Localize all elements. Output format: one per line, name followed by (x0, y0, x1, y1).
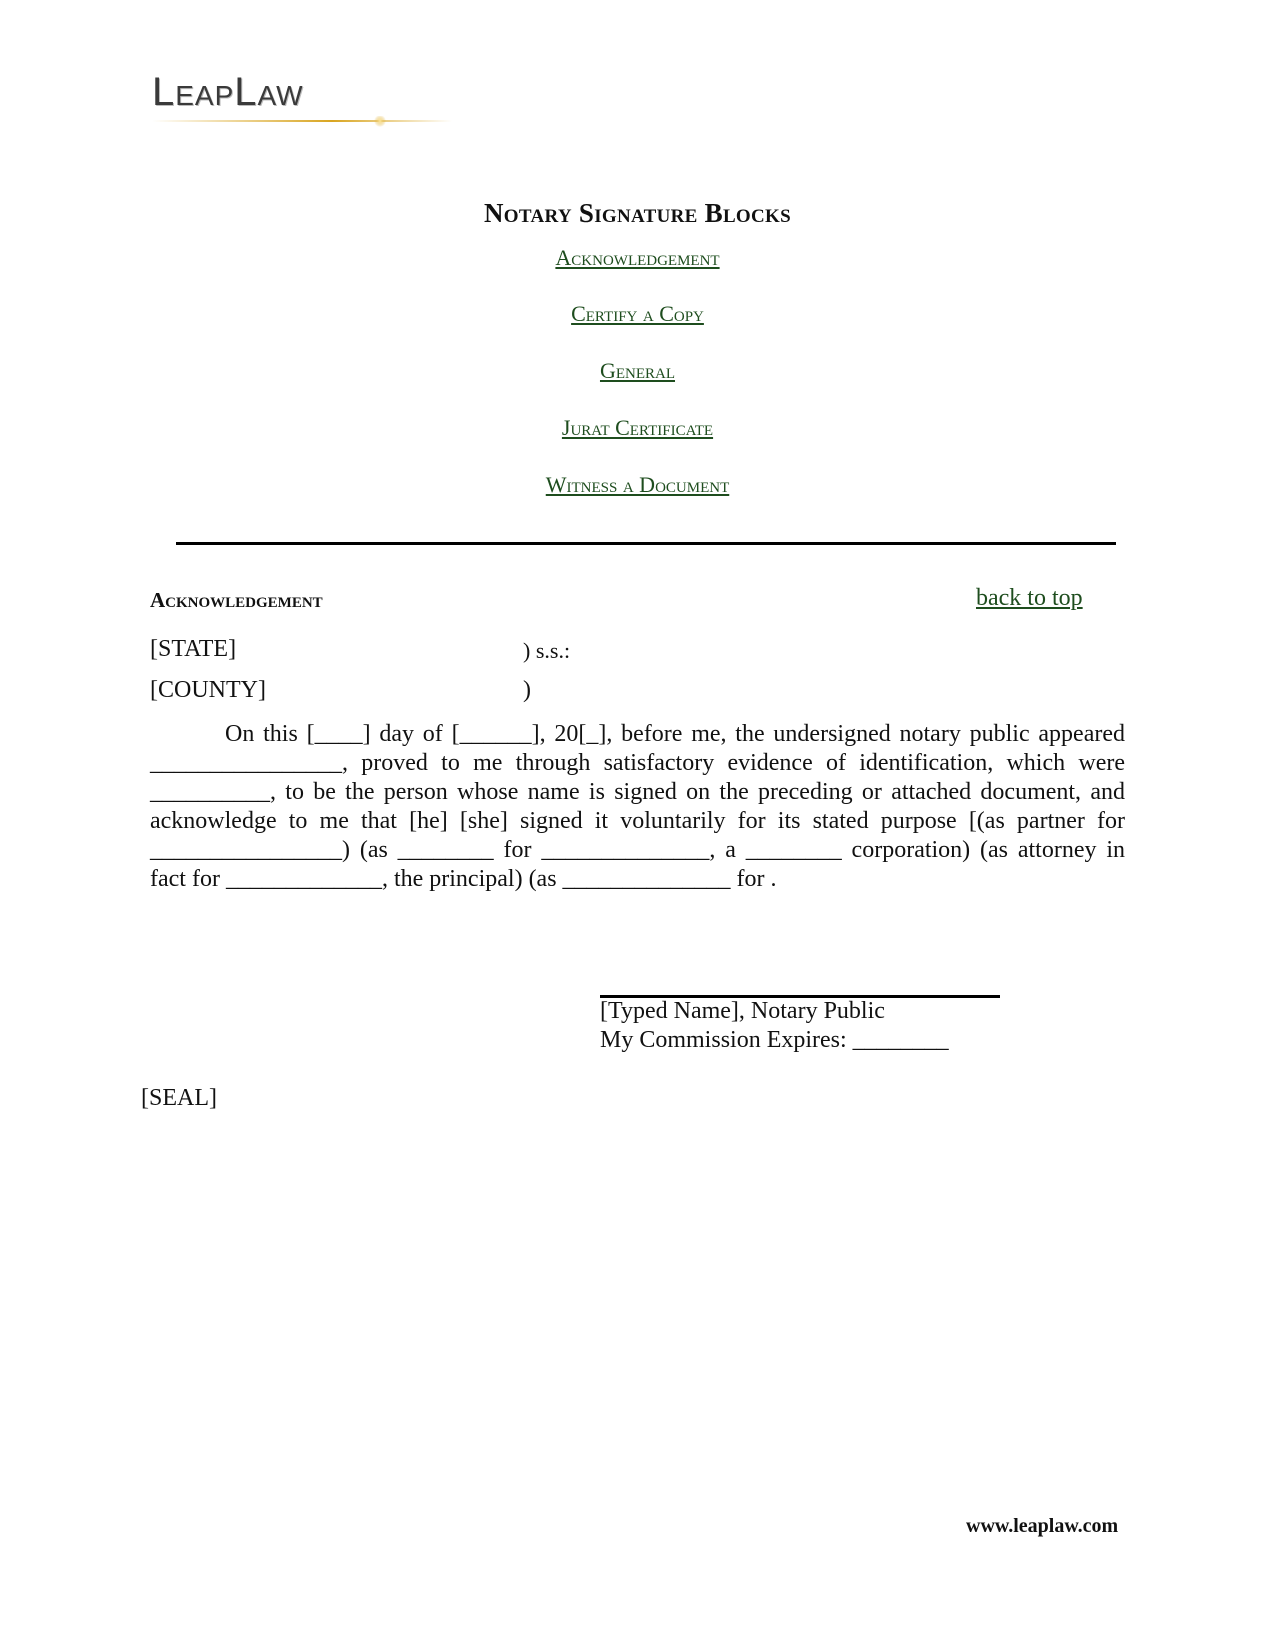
state-ss-suffix: ) s.s.: (523, 638, 571, 663)
back-to-top-link[interactable]: back to top (976, 585, 1083, 611)
logo-swoosh-icon (152, 116, 452, 128)
seal-placeholder: [SEAL] (141, 1085, 217, 1111)
toc-link-general[interactable]: General (599, 358, 676, 383)
logo-wordmark: LeapLaw (152, 70, 304, 114)
section-heading: Acknowledgement (150, 588, 323, 612)
toc-link-acknowledgement[interactable]: Acknowledgement (555, 245, 720, 270)
document-title: Notary Signature Blocks (484, 198, 791, 228)
state-label: [STATE] (150, 636, 237, 662)
acknowledgement-paragraph: On this [____] day of [______], 20[_], before me, the undersigned notary public appeared ________________, proved to me through satisfactory evidence of identification, which were __________, to be the person whose name is signed on the preceding or attached document, and acknowledge to me that [he] [she] signed it voluntarily for its stated purpose [(as partner for ________________) (as ________ for ______________, a ________ corporation) (as attorney in fact for _____________, the principal) (as ______________ for . (150, 721, 1125, 892)
leaplaw-logo (152, 70, 452, 130)
county-suffix: ) (523, 677, 531, 703)
toc-link-witness-a-document[interactable]: Witness a Document (545, 472, 730, 497)
county-label: [COUNTY] (150, 677, 266, 703)
toc-link-certify-a-copy[interactable]: Certify a Copy (571, 301, 704, 326)
commission-expires-line: My Commission Expires: ________ (600, 1027, 949, 1053)
footer-website: www.leaplaw.com (966, 1515, 1119, 1537)
toc-link-jurat-certificate[interactable]: Jurat Certificate (561, 415, 714, 440)
section-divider (176, 542, 1116, 545)
typed-name-line: [Typed Name], Notary Public (600, 998, 885, 1024)
